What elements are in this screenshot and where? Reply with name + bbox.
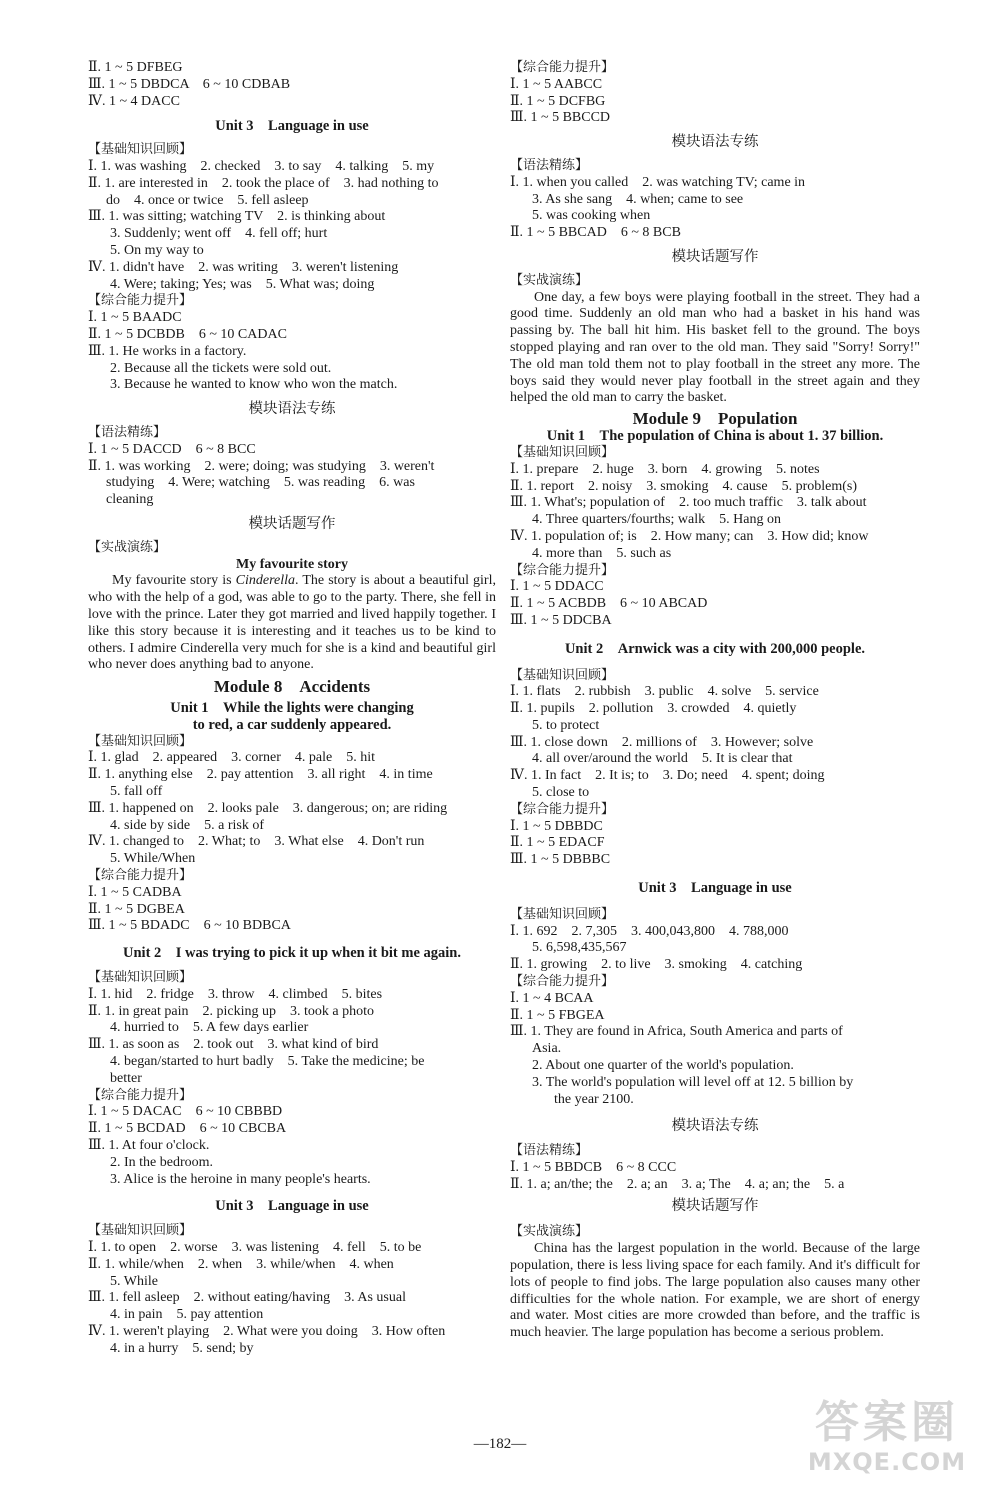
answer-line: Ⅱ. 1. pupils 2. pollution 3. crowded 4. quietly (510, 701, 797, 717)
answer-line: 3. Suddenly; went off 4. fell off; hurt (110, 226, 328, 242)
answer-line: Ⅳ. 1. In fact 2. It is; to 3. Do; need 4. spent; doing (510, 768, 825, 784)
section-heading: 模块话题写作 (248, 515, 336, 532)
answer-line: Ⅱ. 1 ~ 5 BCDAD 6 ~ 10 CBCBA (88, 1121, 287, 1137)
answer-line: Ⅱ. 1 ~ 5 FBGEA (510, 1007, 605, 1023)
unit-heading: Unit 2 I was trying to pick it up when it bit me again. (123, 945, 461, 962)
section-heading: 模块语法专练 (671, 1118, 759, 1135)
answer-line: Ⅰ. 1 ~ 5 AABCC (510, 76, 603, 92)
answer-line: Ⅲ. 1. as soon as 2. took out 3. what kind of bird (88, 1037, 379, 1053)
essay-paragraph: China has the largest population in the world. Because of the large population, there is less living space for each family. And it's difficult for lots of people to find jobs. The large population also causes many other difficulties for the whole nation. For example, we are short of energy and water. Most cities are more crowded than before, and the traffic is much heavier. The large population has become a serious problem. (510, 1241, 920, 1341)
answer-line: Ⅰ. 1. flats 2. rubbish 3. public 4. solve 5. service (510, 684, 819, 700)
answer-line: Ⅱ. 1 ~ 5 BBCAD 6 ~ 8 BCB (510, 225, 681, 241)
answer-line: 5. to protect (532, 717, 600, 733)
answer-line: 4. all over/around the world 5. It is clear that (532, 751, 793, 767)
answer-line: Ⅲ. 1 ~ 5 DBDCA 6 ~ 10 CDBAB (88, 76, 291, 92)
section-label: 【基础知识回顾】 (510, 906, 615, 922)
answer-line: 5. While/When (110, 851, 196, 867)
answer-line: Ⅰ. 1 ~ 5 DDACC (510, 579, 604, 595)
answer-line: Ⅲ. 1. fell asleep 2. without eating/having 3. As usual (88, 1290, 406, 1306)
answer-line: 5. 6,598,435,567 (532, 940, 627, 956)
answer-line: the year 2100. (554, 1091, 634, 1107)
unit-heading: Unit 3 Language in use (215, 1198, 369, 1215)
essay-paragraph: My favourite story is Cinderella. The story is about a beautiful girl, who with the help of a god, was able to go to the party. There, she fell in love with the prince. Later they got married and lived happily together. I like this story because it is interesting and it teaches us to be kind to others. I admire Cinderella very much for she is a kind and beautiful girl who never does anything bad to anyone. (88, 573, 496, 673)
left-column (88, 60, 496, 1358)
answer-line: Ⅲ. 1. close down 2. millions of 3. However; solve (510, 734, 814, 750)
answer-line: Ⅲ. 1. At four o'clock. (88, 1138, 210, 1154)
answer-line: Ⅳ. 1 ~ 4 DACC (88, 93, 180, 109)
answer-line: 5. While (110, 1273, 158, 1289)
answer-line: cleaning (106, 492, 154, 508)
answer-line: Ⅰ. 1 ~ 5 DACAC 6 ~ 10 CBBBD (88, 1104, 283, 1120)
answer-line: 5. fall off (110, 784, 163, 800)
module-heading: Module 9 Population (632, 409, 798, 429)
answer-line: Ⅱ. 1 ~ 5 DGBEA (88, 901, 185, 917)
section-label: 【基础知识回顾】 (510, 667, 615, 683)
answer-line: 3. Because he wanted to know who won the match. (110, 377, 398, 393)
answer-line: Ⅳ. 1. weren't playing 2. What were you doing 3. How often (88, 1323, 446, 1339)
answer-line: 4. in pain 5. pay attention (110, 1307, 264, 1323)
answer-line: 4. more than 5. such as (532, 545, 672, 561)
answer-line: 2. In the bedroom. (110, 1154, 214, 1170)
answer-line: Ⅳ. 1. changed to 2. What; to 3. What else 4. Don't run (88, 834, 425, 850)
section-label: 【基础知识回顾】 (88, 1223, 193, 1239)
section-label: 【语法精练】 (510, 1143, 589, 1159)
watermark-url: MXQE.COM (807, 1448, 967, 1476)
answer-line: Ⅰ. 1 ~ 5 DACCD 6 ~ 8 BCC (88, 441, 256, 457)
unit-heading: Unit 2 Arnwick was a city with 200,000 people. (564, 640, 866, 657)
unit-heading: Unit 1 The population of China is about 1. 37 billion. (546, 428, 884, 445)
answer-line: Ⅱ. 1 ~ 5 DFBEG (88, 60, 183, 75)
answer-line: Ⅲ. 1 ~ 5 BBCCD (510, 110, 611, 126)
section-label: 【语法精练】 (88, 424, 167, 440)
answer-line: 4. Were; taking; Yes; was 5. What was; doing (110, 276, 375, 292)
section-heading: 模块话题写作 (671, 248, 759, 265)
essay-paragraph: One day, a few boys were playing football in the street. They had a good time. Suddenly an old man who had a basket in his hand was passing by. The ball hit him. His basket fell to the ground. The boys stopped playing and ran over to the old man. They said "Sorry! Sorry!" The old man told them not to play football in the street any more. The boys said they would never play football in the street again and they helped the old man to carry the basket. (510, 289, 920, 406)
answer-line: Ⅲ. 1 ~ 5 DDCBA (510, 612, 612, 628)
answer-line: Ⅲ. 1. They are found in Africa, South America and parts of (510, 1024, 843, 1040)
answer-line: 4. side by side 5. a risk of (110, 817, 264, 833)
section-label: 【基础知识回顾】 (88, 142, 193, 158)
right-column (510, 60, 920, 1342)
section-label: 【基础知识回顾】 (88, 733, 193, 749)
answer-line: Ⅱ. 1. was working 2. were; doing; was studying 3. weren't (88, 458, 435, 474)
answer-line: Ⅱ. 1 ~ 5 ACBDB 6 ~ 10 ABCAD (510, 596, 708, 612)
answer-line: 2. Because all the tickets were sold out. (110, 360, 332, 376)
answer-line: 3. The world's population will level off at 12. 5 billion by (532, 1074, 854, 1090)
answer-line: Ⅱ. 1. are interested in 2. took the place of 3. had nothing to (88, 175, 439, 191)
answer-line: Ⅲ. 1. happened on 2. looks pale 3. dangerous; on; are riding (88, 800, 448, 816)
section-label: 【综合能力提升】 (510, 974, 615, 990)
answer-line: Ⅱ. 1. growing 2. to live 3. smoking 4. catching (510, 957, 803, 973)
answer-line: Ⅲ. 1 ~ 5 DBBBC (510, 852, 611, 868)
answer-line: Ⅲ. 1. was sitting; watching TV 2. is thinking about (88, 209, 386, 225)
answer-line: Ⅰ. 1. 692 2. 7,305 3. 400,043,800 4. 788,000 (510, 923, 789, 939)
answer-line: do 4. once or twice 5. fell asleep (106, 192, 309, 208)
section-label: 【综合能力提升】 (510, 60, 615, 75)
unit-heading-cont: to red, a car suddenly appeared. (192, 716, 392, 733)
section-heading: 模块语法专练 (248, 401, 336, 418)
answer-line: Ⅱ. 1. anything else 2. pay attention 3. all right 4. in time (88, 767, 433, 783)
answer-line: Ⅱ. 1. report 2. noisy 3. smoking 4. cause 5. problem(s) (510, 478, 858, 494)
module-heading: Module 8 Accidents (213, 677, 371, 697)
answer-line: Ⅰ. 1 ~ 5 BAADC (88, 310, 182, 326)
answer-line: 3. Alice is the heroine in many people's hearts. (110, 1171, 371, 1187)
section-label: 【综合能力提升】 (510, 801, 615, 817)
answer-line: Ⅱ. 1. while/when 2. when 3. while/when 4. when (88, 1256, 394, 1272)
answer-line: Asia. (532, 1041, 562, 1057)
section-label: 【基础知识回顾】 (510, 444, 615, 460)
answer-line: 5. close to (532, 785, 590, 801)
answer-line: Ⅲ. 1. What's; population of 2. too much traffic 3. talk about (510, 495, 867, 511)
answer-line: 2. About one quarter of the world's population. (532, 1058, 794, 1074)
answer-line: Ⅰ. 1. when you called 2. was watching TV; came in (510, 174, 806, 190)
section-label: 【综合能力提升】 (88, 868, 193, 884)
answer-line: Ⅳ. 1. didn't have 2. was writing 3. weren't listening (88, 259, 399, 275)
answer-line: Ⅰ. 1. hid 2. fridge 3. throw 4. climbed 5. bites (88, 986, 383, 1002)
watermark (782, 1398, 992, 1480)
essay-title: My favourite story (236, 556, 348, 572)
answer-line: better (110, 1070, 142, 1086)
section-label: 【实战演练】 (510, 272, 589, 288)
section-label: 【综合能力提升】 (88, 1087, 193, 1103)
unit-heading: Unit 1 While the lights were changing (170, 700, 414, 717)
answer-line: Ⅰ. 1 ~ 4 BCAA (510, 990, 594, 1006)
section-heading: 模块语法专练 (671, 134, 759, 151)
section-heading: 模块话题写作 (671, 1197, 759, 1214)
unit-heading: Unit 3 Language in use (215, 118, 369, 135)
answer-line: 4. began/started to hurt badly 5. Take the medicine; be (110, 1054, 425, 1070)
answer-line: Ⅱ. 1 ~ 5 EDACF (510, 835, 605, 851)
answer-line: Ⅱ. 1. a; an/the; the 2. a; an 3. a; The 4. a; an; the 5. a (510, 1176, 845, 1192)
answer-line: studying 4. Were; watching 5. was reading 6. was (106, 475, 415, 491)
answer-line: Ⅲ. 1 ~ 5 BDADC 6 ~ 10 BDBCA (88, 918, 291, 934)
answer-line: Ⅲ. 1. He works in a factory. (88, 343, 247, 359)
answer-line: Ⅰ. 1 ~ 5 BBDCB 6 ~ 8 CCC (510, 1160, 677, 1176)
watermark-logo: 答案圈 (815, 1397, 959, 1448)
answer-line: 5. On my way to (110, 242, 204, 258)
answer-line: 4. Three quarters/fourths; walk 5. Hang on (532, 512, 781, 528)
section-label: 【实战演练】 (88, 539, 167, 555)
answer-line: Ⅳ. 1. population of; is 2. How many; can 3. How did; know (510, 528, 869, 544)
answer-line: 5. was cooking when (532, 208, 651, 224)
answer-line: Ⅰ. 1. to open 2. worse 3. was listening 4. fell 5. to be (88, 1240, 422, 1255)
answer-line: 4. in a hurry 5. send; by (110, 1340, 254, 1356)
section-label: 【综合能力提升】 (510, 562, 615, 578)
answer-line: Ⅰ. 1. prepare 2. huge 3. born 4. growing 5. notes (510, 461, 820, 477)
answer-line: Ⅱ. 1 ~ 5 DCFBG (510, 93, 606, 109)
answer-line: 3. As she sang 4. when; came to see (532, 191, 744, 207)
answer-line: Ⅰ. 1. glad 2. appeared 3. corner 4. pale 5. hit (88, 750, 375, 766)
answer-line: Ⅱ. 1 ~ 5 DCBDB 6 ~ 10 CADAC (88, 326, 287, 342)
section-label: 【语法精练】 (510, 157, 589, 173)
unit-heading: Unit 3 Language in use (638, 880, 792, 897)
answer-line: Ⅰ. 1. was washing 2. checked 3. to say 4. talking 5. my (88, 158, 435, 174)
answer-line: Ⅰ. 1 ~ 5 CADBA (88, 884, 182, 900)
answer-line: Ⅱ. 1. in great pain 2. picking up 3. took a photo (88, 1003, 374, 1019)
answer-line: 4. hurried to 5. A few days earlier (110, 1020, 309, 1036)
section-label: 【实战演练】 (510, 1224, 589, 1240)
section-label: 【综合能力提升】 (88, 293, 193, 309)
page-number: —182— (473, 1436, 527, 1452)
answer-line: Ⅰ. 1 ~ 5 DBBDC (510, 818, 603, 834)
section-label: 【基础知识回顾】 (88, 970, 193, 986)
